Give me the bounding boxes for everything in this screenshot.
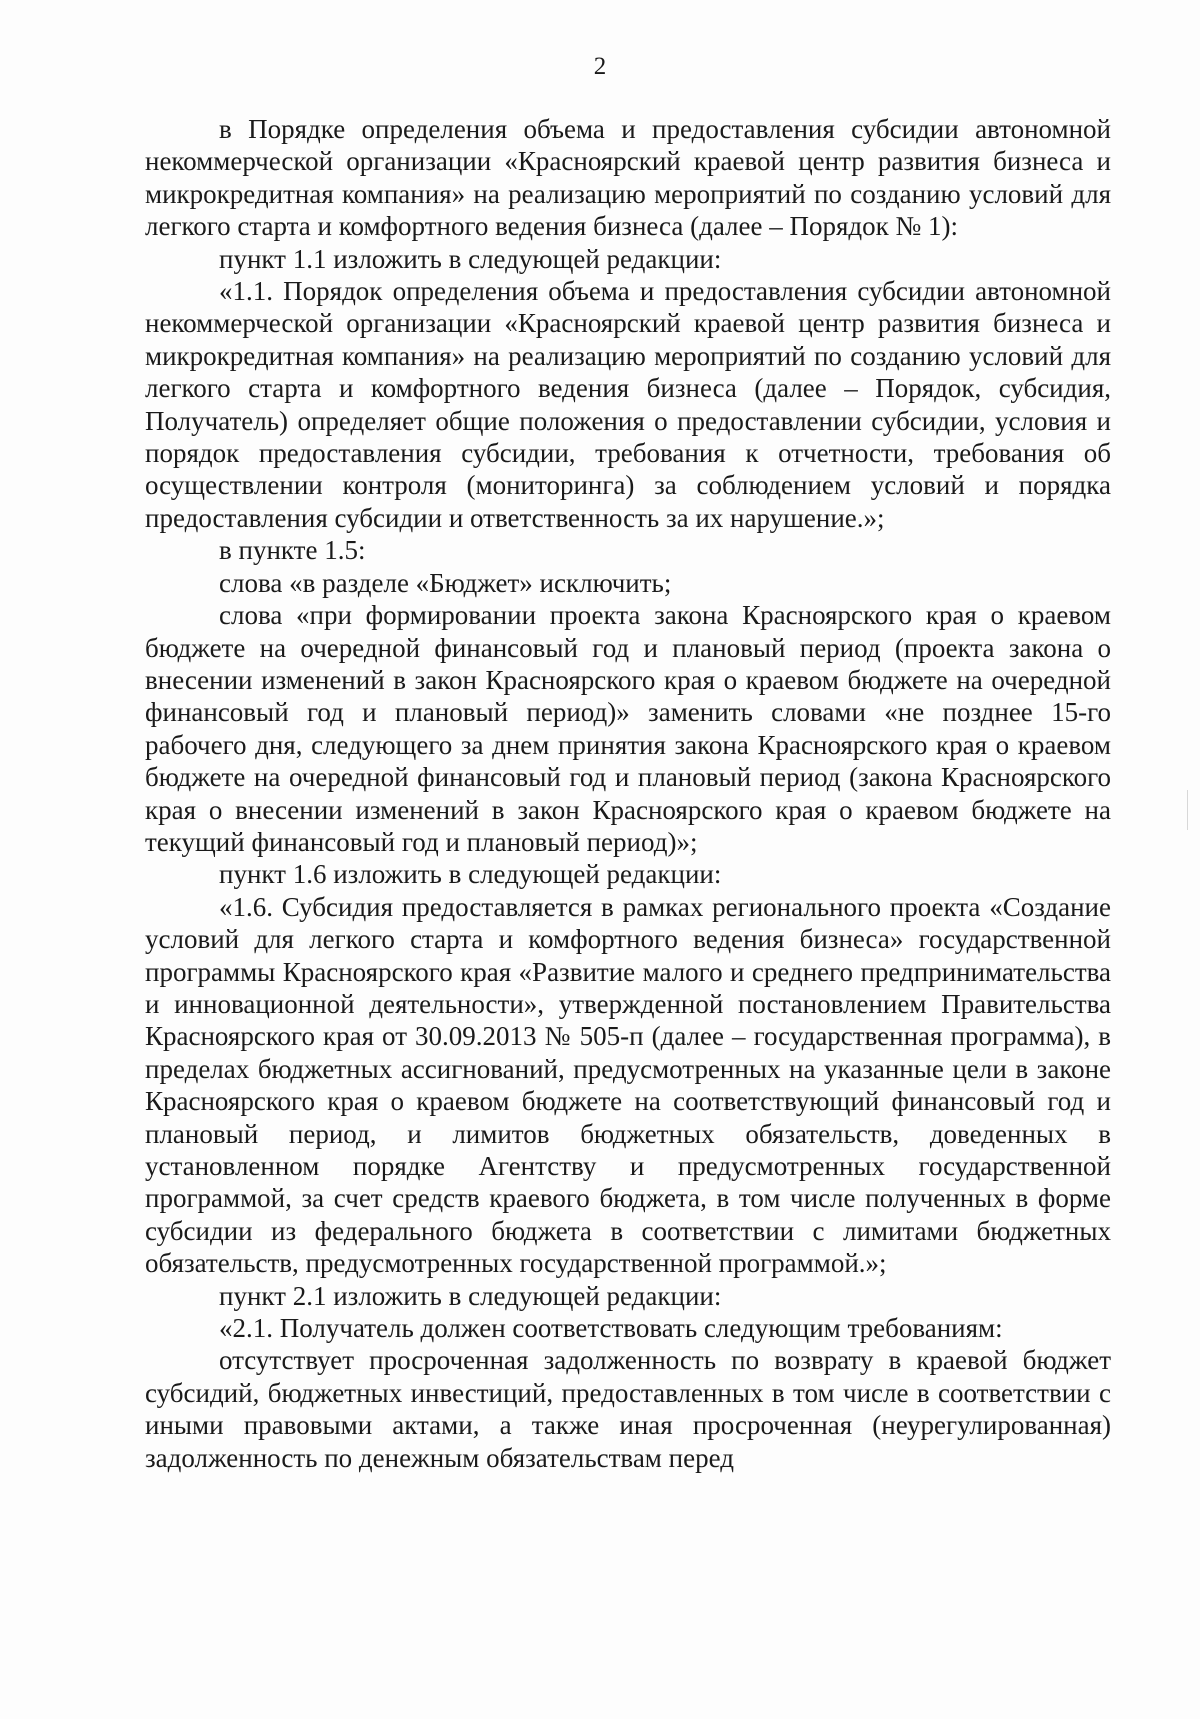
document-body	[145, 113, 1111, 1474]
paragraph-point-1-5-heading: в пункте 1.5:	[219, 535, 366, 566]
paragraph-point-2-1-text: «2.1. Получатель должен соответствовать следующим требованиям:	[219, 1313, 1003, 1344]
page-number: 2	[593, 53, 607, 80]
paragraph-point-2-1-heading: пункт 2.1 изложить в следующей редакции:	[219, 1280, 722, 1311]
paragraph-order-1-intro: в Порядке определения объема и предоставления субсидии автономной некоммерческой организации «Красноярский краевой центр развития бизнеса и микрокредитная компания» на реализацию мероприятий по созданию условий для легкого старта и комфортного ведения бизнеса (далее – Порядок № 1):	[145, 114, 1111, 242]
paragraph-point-1-1-heading: пункт 1.1 изложить в следующей редакции:	[219, 243, 722, 274]
paragraph-point-1-6-heading: пункт 1.6 изложить в следующей редакции:	[219, 859, 722, 890]
paragraph-point-1-5-exclude: слова «в разделе «Бюджет» исключить;	[219, 567, 672, 598]
paragraph-point-1-6-text: «1.6. Субсидия предоставляется в рамках регионального проекта «Создание условий для легкого старта и комфортного ведения бизнеса» государственной программы Красноярского края «Развитие малого и среднего предпринимательства и инновационной деятельности», утвержденной постановлением Правительства Красноярского края от 30.09.2013 № 505-п (далее – государственная программа), в пределах бюджетных ассигнований, предусмотренных на указанные цели в законе Красноярского края о краевом бюджете на соответствующий финансовый год и плановый период, и лимитов бюджетных обязательств, доведенных в установленном порядке Агентству и предусмотренных государственной программой, за счет средств краевого бюджета, в том числе полученных в форме субсидии из федерального бюджета в соответствии с лимитами бюджетных обязательств, предусмотренных государственной программой.»;	[145, 891, 1111, 1279]
scan-artifact	[1187, 790, 1188, 830]
paragraph-point-1-1-text: «1.1. Порядок определения объема и предоставления субсидии автономной некоммерческой организации «Красноярский краевой центр развития бизнеса и микрокредитная компания» на реализацию мероприятий по созданию условий для легкого старта и комфортного ведения бизнеса (далее – Порядок, субсидия, Получатель) определяет общие положения о предоставлении субсидии, условия и порядок предоставления субсидии, требования к отчетности, требования об осуществлении контроля (мониторинга) за соблюдением условий и порядка предоставления субсидии и ответственность за их нарушение.»;	[145, 276, 1111, 533]
paragraph-point-1-5-replace: слова «при формировании проекта закона Красноярского края о краевом бюджете на очередной финансовый год и плановый период (проекта закона о внесении изменений в закон Красноярского края о краевом бюджете на очередной финансовый год и плановый период)» заменить словами «не позднее 15-го рабочего дня, следующего за днем принятия закона Красноярского края о краевом бюджете на очередной финансовый год и плановый период (закона Красноярского края о внесении изменений в закон Красноярского края о краевом бюджете на текущий финансовый год и плановый период)»;	[145, 600, 1111, 857]
paragraph-requirement-debt: отсутствует просроченная задолженность по возврату в краевой бюджет субсидий, бюджетных инвестиций, предоставленных в том числе в соответствии с иными правовыми актами, а также иная просроченная (неурегулированная) задолженность по денежным обязательствам перед	[145, 1345, 1111, 1473]
